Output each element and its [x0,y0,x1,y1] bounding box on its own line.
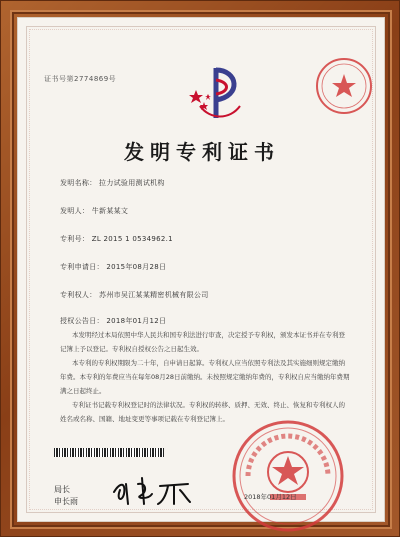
issue-date: 2018年01月12日 [244,493,297,501]
field-inventor: 发明人： 牛新某某文 [60,207,129,215]
field-patent-number: 专利号： ZL 2015 1 0534962.1 [60,235,173,243]
director-title: 局长 [54,485,70,494]
field-invention-name: 发明名称： 拉力试验用测试机构 [60,179,165,187]
field-patentee: 专利权人： 苏州市吴江某某精密机械有限公司 [60,291,209,299]
field-label: 授权公告日 [60,317,97,325]
field-value: 苏州市吴江某某精密机械有限公司 [99,291,209,299]
field-application-date: 专利申请日： 2015年08月28日 [60,263,167,271]
certificate-number: 证书号第2774869号 [44,75,117,83]
seal-top-icon [314,56,374,116]
field-value: ZL 2015 1 0534962.1 [91,235,173,243]
field-value: 2018年01月12日 [106,317,167,325]
body-paragraph: 本专利的专利权期限为二十年，自申请日起算。专利权人应当依照专利法及其实施细则规定缴纳年费。本专利的年费应当在每年08月28日前缴纳。未按照规定缴纳年费的，专利权自应当缴纳年费期满之日起终止。 [60,359,350,395]
field-value: 拉力试验用测试机构 [99,179,165,187]
handwritten-signature-icon [108,474,198,508]
field-value: 2015年08月28日 [106,263,167,271]
certificate-paper [17,17,385,522]
body-paragraph: 本发明经过本局依照中华人民共和国专利法进行审查，决定授予专利权，颁发本证书并在专利登记簿上予以登记。专利权自授权公告之日起生效。 [60,331,345,353]
barcode [54,448,164,457]
field-label: 专利权人 [60,291,90,299]
patent-office-logo-icon [186,62,250,126]
director-name: 申长雨 [54,497,78,506]
certificate-body [60,328,350,426]
field-label: 发明人 [60,207,82,215]
director-block [54,484,78,508]
field-label: 专利申请日 [60,263,97,271]
field-label: 发明名称 [60,179,90,187]
official-seal-icon [230,418,346,534]
field-grant-date: 授权公告日： 2018年01月12日 [60,317,167,325]
body-paragraph: 专利证书记载专利权登记时的法律状况。专利权的转移、质押、无效、终止、恢复和专利权人的姓名或名称、国籍、地址变更等事项记载在专利登记簿上。 [60,401,345,423]
field-value: 牛新某某文 [91,207,129,215]
certificate-title: 发明专利证书 [124,140,280,164]
field-label: 专利号 [60,235,82,243]
